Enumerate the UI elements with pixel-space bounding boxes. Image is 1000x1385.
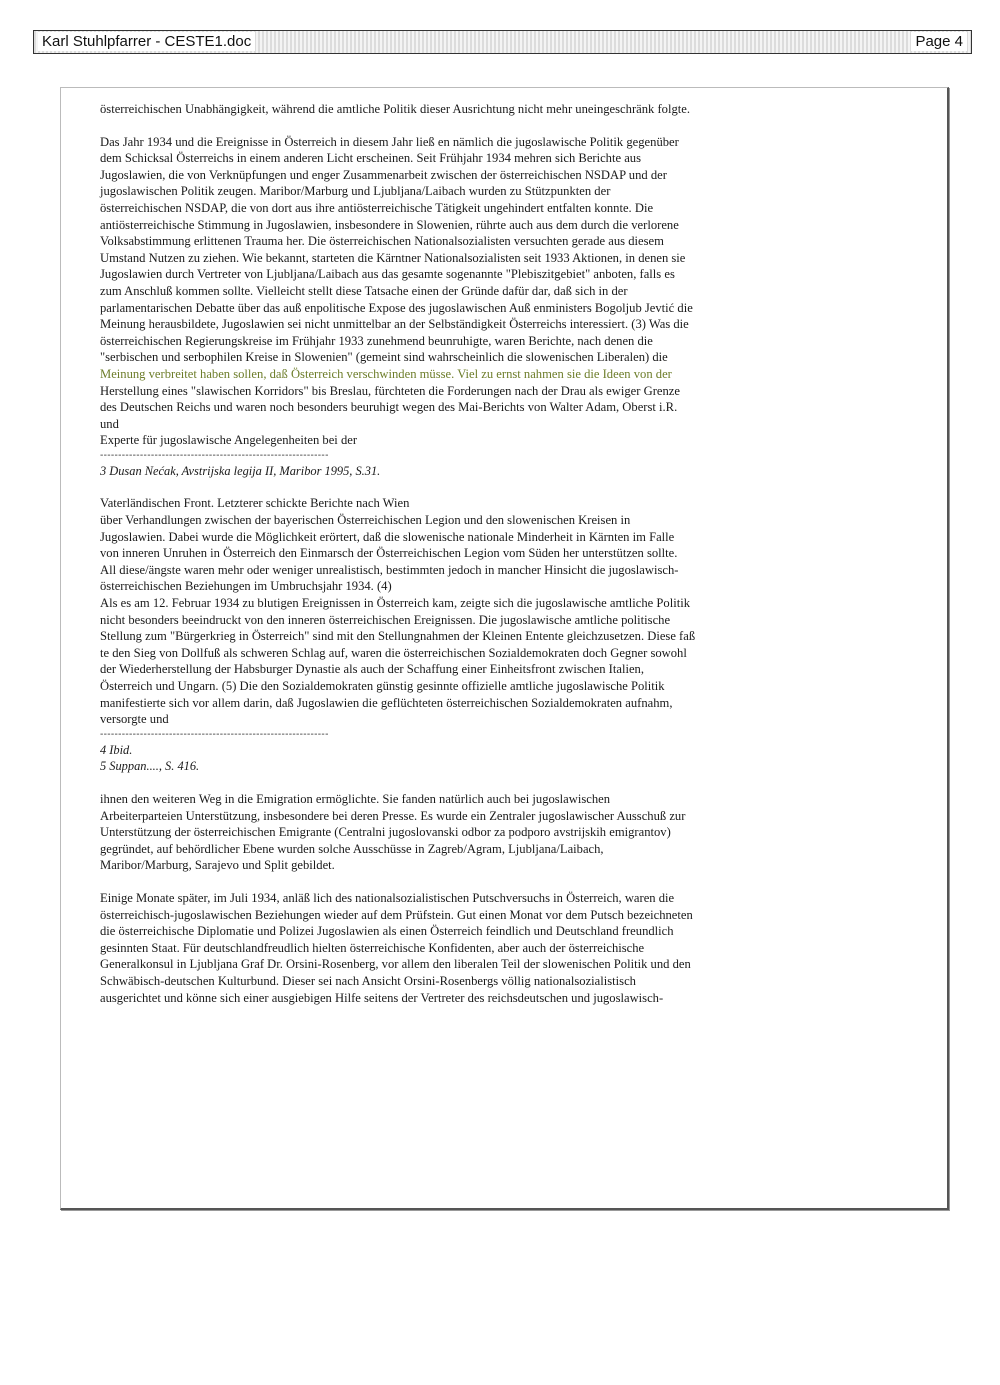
text-line: Vaterländischen Front. Letzterer schickte Berichte nach Wien [100, 496, 410, 511]
text-line: Generalkonsul in Ljubljana Graf Dr. Orsini-Rosenberg, vor allem den liberalen Teil der slowenischen Politik und den [100, 957, 691, 972]
text-line: Meinung herausbildete, Jugoslawien sei nicht unmittelbar an der Selbständigkeit Österreichs interessiert. (3) Was die [100, 317, 689, 332]
paragraph-3 [100, 495, 845, 727]
text-line: Arbeiterparteien Unterstützung, insbesondere bei deren Presse. Es wurde ein Zentraler jugoslawischer Ausschuß zur [100, 808, 686, 823]
text-line: Stellung zum "Bürgerkrieg in Österreich" sind mit den Stellungnahmen der Kleinen Entente gleichzusetzen. Diese faß [100, 629, 696, 644]
page-number: Page 4 [911, 32, 967, 51]
text-line: Herstellung eines "slawischen Korridors" bis Breslau, fürchteten die Forderungen nach der Drau als ewiger Grenze [100, 383, 680, 398]
text-line: Das Jahr 1934 und die Ereignisse in Österreich in diesem Jahr ließ en nämlich die jugoslawische Politik gegenüber [100, 134, 679, 149]
text-line: Maribor/Marburg, Sarajevo und Split gebildet. [100, 858, 335, 873]
footnote-3: 3 Dusan Nećak, Avstrijska legija II, Maribor 1995, S.31. [100, 463, 381, 478]
paragraph-4 [100, 791, 845, 874]
footnote-separator: --------------------------------------------------------------- [100, 449, 329, 461]
highlighted-text-line: Meinung verbreitet haben sollen, daß Österreich verschwinden müsse. Viel zu ernst nahmen sie die Ideen von der [100, 366, 672, 381]
text-line: te den Sieg von Dollfuß als schweren Schlag auf, waren die österreichischen Sozialdemokraten doch Gegner sowohl [100, 645, 687, 660]
text-line: gegründet, auf behördlicher Ebene wurden solche Ausschüsse in Zagreb/Agram, Ljubljana/Laibach, [100, 841, 604, 856]
text-line: manifestierte sich vor allem darin, daß Jugoslawien die geflüchteten österreichischen Sozialdemokraten aufnahm, [100, 695, 673, 710]
text-line: gesinnten Staat. Für deutschlandfreudlich hielten österreichische Konfidenten, aber auch der österreichische [100, 940, 645, 955]
text-line: Volksabstimmung erlittenen Trauma her. Die österreichischen Nationalsozialisten versuchten gerade aus diesem [100, 234, 664, 249]
text-line: zum Anschluß kommen sollte. Vielleicht stellt diese Tatsache einen der Gründe dafür dar, daß sich in der [100, 283, 628, 298]
text-line: jugoslawischen Politik zeugen. Maribor/Marburg und Ljubljana/Laibach wurden zu Stützpunkten der [100, 184, 611, 199]
text-line: österreichischen NSDAP, die von dort aus ihre antiösterreichische Tätigkeit ungehindert entfalten konnte. Die [100, 200, 654, 215]
text-line: Jugoslawien, die von Verknüpfungen und enger Zusammenarbeit zwischen der österreichischen NSDAP und der [100, 167, 667, 182]
text-line: antiösterreichische Stimmung in Jugoslawien, insbesondere in Slowenien, rührte auch aus dem durch die verlorene [100, 217, 679, 232]
footnote-4: 4 Ibid. [100, 742, 133, 757]
text-line: dem Schicksal Österreichs in einem anderen Licht erscheinen. Seit Frühjahr 1934 mehren sich Berichte aus [100, 151, 642, 166]
text-line: österreichischen Regierungskreise im Frühjahr 1933 zunehmend beunruhigte, waren Berichte, nach denen die [100, 333, 653, 348]
text-line: ausgerichtet und könne sich einer ausgiebigen Hilfe seitens der Vertreter des reichsdeutschen und jugoslawisch- [100, 990, 664, 1005]
footnote-separator: --------------------------------------------------------------- [100, 728, 329, 740]
text-line: Einige Monate später, im Juli 1934, anläß lich des nationalsozialistischen Putschversuchs in Österreich, waren die [100, 890, 675, 905]
text-line: "serbischen und serbophilen Kreise in Slowenien" (gemeint sind wahrscheinlich die slowenischen Liberalen) die [100, 350, 668, 365]
text-line: über Verhandlungen zwischen der bayerischen Österreichischen Legion und den slowenischen Kreisen in [100, 513, 631, 528]
document-title: Karl Stuhlpfarrer - CESTE1.doc [38, 32, 255, 51]
text-line: Umstand Nutzen zu ziehen. Wie bekannt, starteten die Kärntner Nationalsozialisten seit 1933 Aktionen, in denen sie [100, 250, 686, 265]
text-line: Als es am 12. Februar 1934 zu blutigen Ereignissen in Österreich kam, zeigte sich die jugoslawische amtliche Politik [100, 596, 691, 611]
text-line: parlamentarischen Debatte über das auß enpolitische Expose des jugoslawischen Auß enministers Bogoljub Jevtić die [100, 300, 693, 315]
text-line: All diese/ängste waren mehr oder weniger unrealistisch, bestimmten jedoch in mancher Hinsicht die jugoslawisch- [100, 562, 679, 577]
text-line: Schwäbisch-deutschen Kulturbund. Dieser sei nach Ansicht Orsini-Rosenbergs völlig nationalsozialistisch [100, 973, 636, 988]
text-line: Unterstützung der österreichischen Emigrante (Centralni jugoslovanski odbor za podporo avstrijskih emigrantov) [100, 825, 671, 840]
text-line: Jugoslawien. Dabei wurde die Möglichkeit erörtert, daß die slowenische nationale Minderheit in Kärnten im Falle [100, 529, 675, 544]
paragraph-1: österreichischen Unabhängigkeit, während die amtliche Politik dieser Ausrichtung nicht mehr uneingeschränk folgte. [100, 102, 690, 116]
text-line: nicht besonders beeindruckt von den inneren österreichischen Ereignissen. Die jugoslawische amtliche politische [100, 612, 671, 627]
text-line: Jugoslawien durch Vertreter von Ljubljana/Laibach aus das gesamte sogenannte "Plebiszitgebiet" anboten, falls es [100, 267, 675, 282]
text-line: Österreich und Ungarn. (5) Die den Sozialdemokraten günstig gesinnte offizielle amtliche jugoslawische Politik [100, 679, 665, 693]
text-line: österreichisch-jugoslawischen Beziehungen wieder auf dem Prüfstein. Gut einen Monat vor dem Putsch bezeichneten [100, 907, 693, 922]
paragraph-5 [100, 890, 845, 1006]
text-line: und [100, 416, 119, 431]
text-line: versorgte und [100, 712, 169, 727]
document-header-bar [33, 30, 972, 54]
text-line: des Deutschen Reichs und waren noch besonders beuruhigt wegen des Mai-Berichts von Walter Adam, Oberst i.R. [100, 400, 678, 415]
text-line: von inneren Unruhen in Österreich den Einmarsch der Österreichischen Legion vom Süden her unterstützen sollte. [100, 546, 678, 561]
text-line: österreichischen Beziehungen im Umbruchsjahr 1934. (4) [100, 579, 392, 594]
text-line: die österreichische Diplomatie und Polizei Jugoslawien als einen Österreich feindlich und Deutschland freundlich [100, 924, 674, 939]
page-content [100, 101, 845, 1006]
text-line: ihnen den weiteren Weg in die Emigration ermöglichte. Sie fanden natürlich auch bei jugoslawischen [100, 791, 611, 806]
text-line: der Wiederherstellung der Habsburger Dynastie als auch der Schaffung einer Einheitsfront zwischen Italien, [100, 662, 644, 677]
text-line: Experte für jugoslawische Angelegenheiten bei der [100, 433, 358, 448]
footnote-5: 5 Suppan...., S. 416. [100, 759, 200, 774]
paragraph-2 [100, 134, 845, 449]
